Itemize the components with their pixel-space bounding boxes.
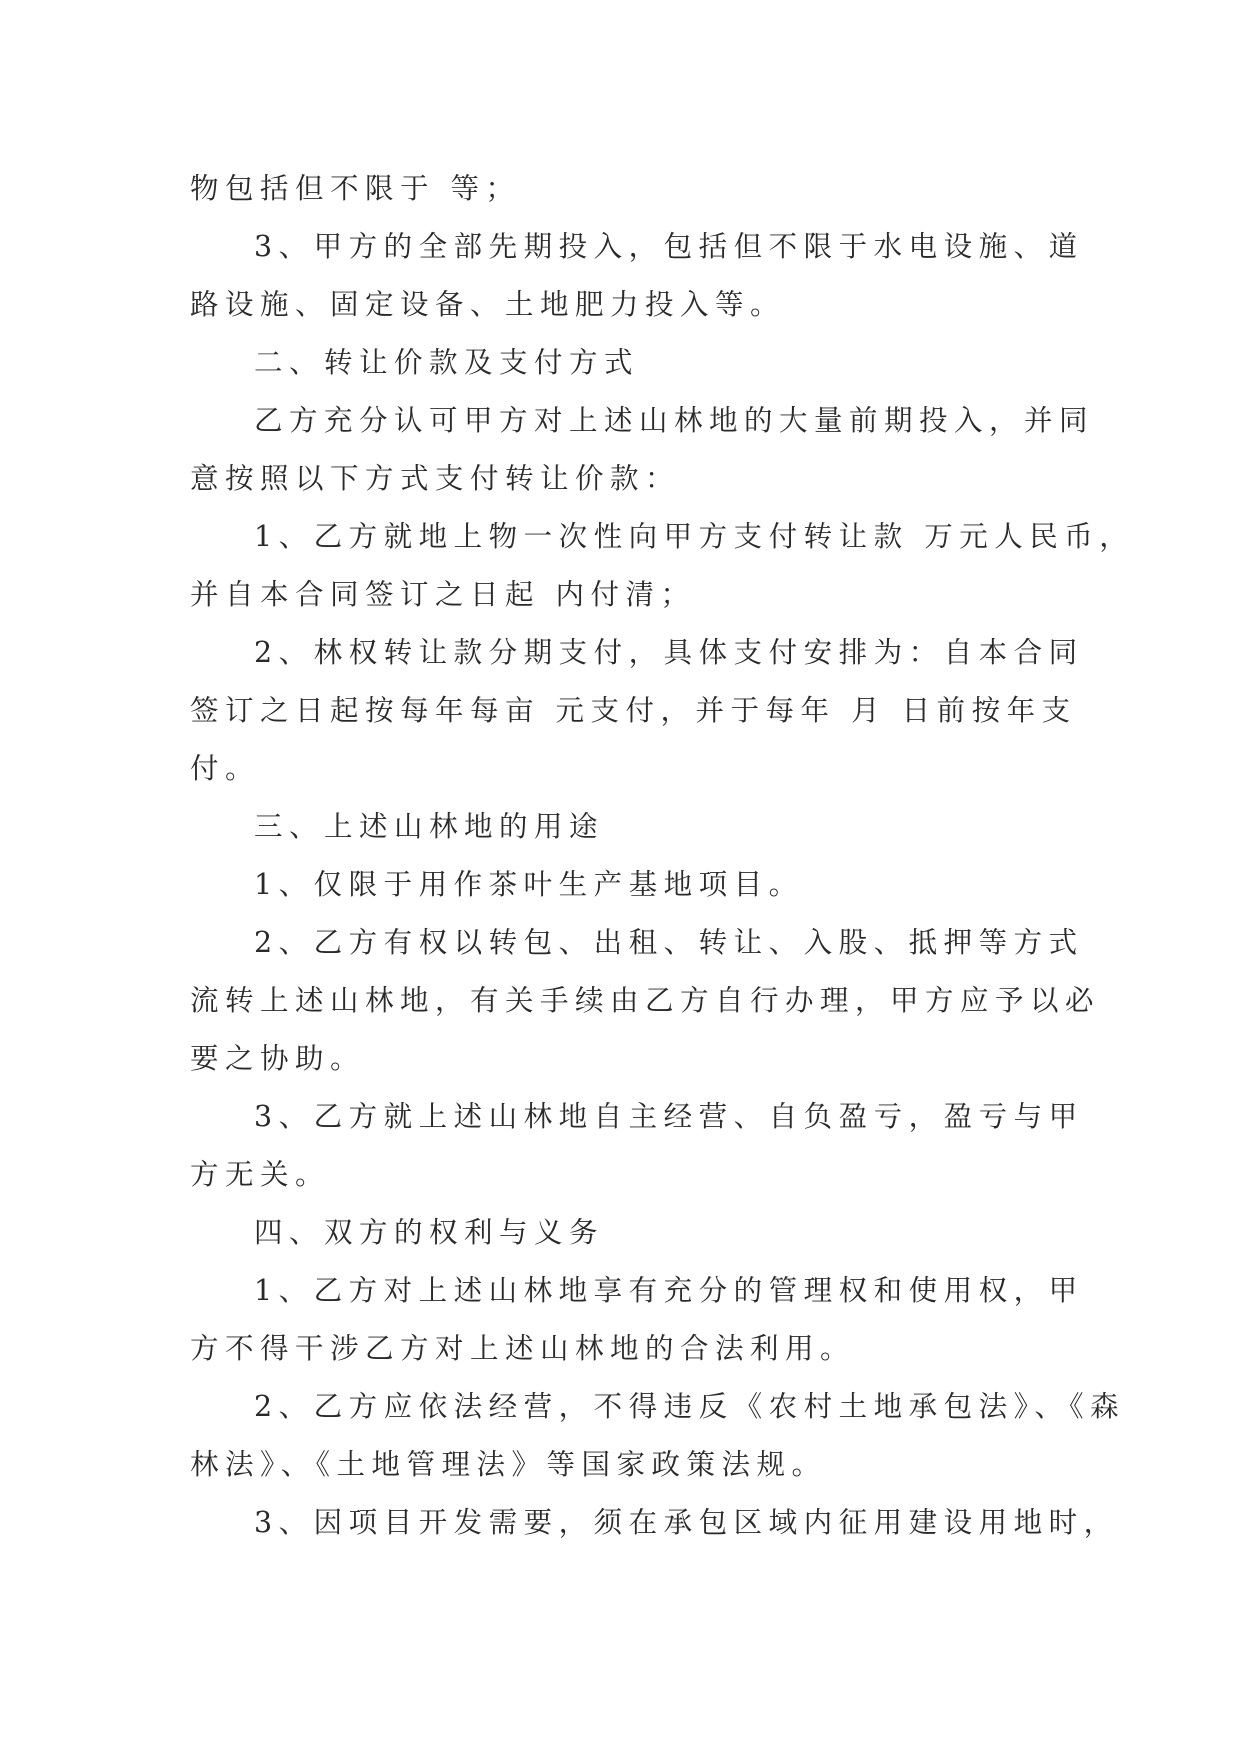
text-line: 签订之日起按每年每亩 元支付，并于每年 月 日前按年支 [190,694,1077,727]
text-line: 2、林权转让款分期支付，具体支付安排为：自本合同 [254,636,1084,669]
text-line: 林法》、《土地管理法》等国家政策法规。 [190,1448,827,1481]
text-line: 1、乙方对上述山林地享有充分的管理权和使用权，甲 [254,1274,1084,1307]
text-line: 意按照以下方式支付转让价款： [190,462,681,495]
section-heading: 三、上述山林地的用途 [254,810,605,843]
text-line: 2、乙方应依法经营，不得违反《农村土地承包法》、《森 [254,1390,1126,1423]
text-line: 3、乙方就上述山林地自主经营、自负盈亏，盈亏与甲 [254,1100,1084,1133]
text-line: 1、仅限于用作茶叶生产基地项目。 [254,868,804,901]
document-body [190,160,1135,1552]
text-line: 要之协助。 [190,1042,366,1075]
text-line: 并自本合同签订之日起 内付清； [190,578,696,611]
text-line: 方不得干涉乙方对上述山林地的合法利用。 [190,1332,856,1365]
text-line: 3、甲方的全部先期投入，包括但不限于水电设施、道 [254,230,1084,263]
text-line: 1、乙方就地上物一次性向甲方支付转让款 万元人民币， [254,520,1135,553]
section-heading: 二、转让价款及支付方式 [254,346,640,379]
text-line: 物包括但不限于 等； [190,172,521,205]
text-line: 流转上述山林地，有关手续由乙方自行办理，甲方应予以必 [190,984,1101,1017]
text-line: 乙方充分认可甲方对上述山林地的大量前期投入，并同 [254,404,1095,437]
text-line: 方无关。 [190,1158,331,1191]
text-line: 付。 [190,752,261,785]
text-line: 2、乙方有权以转包、出租、转让、入股、抵押等方式 [254,926,1084,959]
text-line: 3、因项目开发需要，须在承包区域内征用建设用地时， [254,1506,1119,1539]
section-heading: 四、双方的权利与义务 [254,1216,605,1249]
text-line: 路设施、固定设备、土地肥力投入等。 [190,288,786,321]
